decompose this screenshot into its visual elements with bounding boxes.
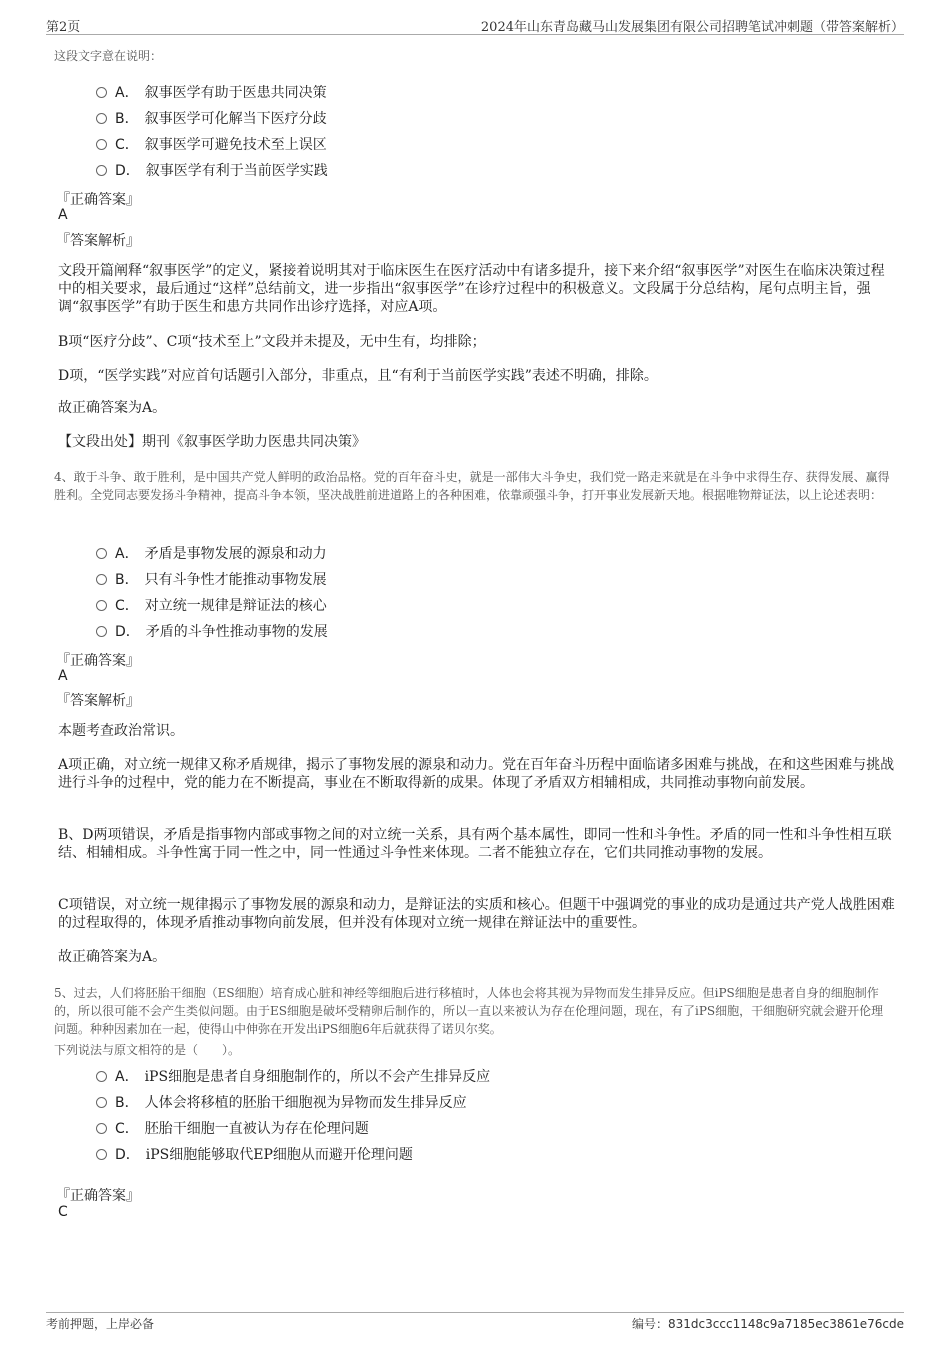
- q3-answer: A: [58, 207, 68, 223]
- q3-analysis-p3: D项，“医学实践”对应首句话题引入部分，非重点，且“有利于当前医学实践”表述不明确，排除。: [58, 368, 658, 384]
- q4-stem: 4、敢于斗争、敢于胜利，是中国共产党人鲜明的政治品格。党的百年奋斗史，就是一部伟大斗争史，我们党一路走来就是在斗争中求得生存、获得发展、赢得胜利。全党同志要发扬斗争精神，提高斗争本领，坚决战胜前进道路上的各种困难，依靠顽强斗争，打开事业发展新天地。根据唯物辩证法，以上论述表明：: [54, 470, 890, 502]
- page-number: 第2页: [46, 20, 81, 35]
- q4-option-c[interactable]: C． 对立统一规律是辩证法的核心: [96, 595, 327, 615]
- q3-analysis-p4: 故正确答案为A。: [58, 400, 167, 416]
- q5-option-a[interactable]: A． iPS细胞是患者自身细胞制作的，所以不会产生排异反应: [96, 1066, 490, 1086]
- q3-source: 【文段出处】期刊《叙事医学助力医患共同决策》: [58, 434, 366, 450]
- footer-code-value: 831dc3ccc1148c9a7185ec3861e76cde: [668, 1317, 904, 1331]
- q4-analysis-label: 『答案解析』: [56, 693, 140, 709]
- q3-option-b[interactable]: B． 叙事医学可化解当下医疗分歧: [96, 108, 327, 128]
- q5-answer-label: 『正确答案』: [56, 1188, 140, 1204]
- radio-icon[interactable]: [96, 626, 107, 637]
- radio-icon[interactable]: [96, 548, 107, 559]
- q5-option-c[interactable]: C． 胚胎干细胞一直被认为存在伦理问题: [96, 1118, 369, 1138]
- q4-option-d[interactable]: D． 矛盾的斗争性推动事物的发展: [96, 621, 328, 641]
- q5-answer: C: [58, 1204, 68, 1220]
- q5-option-b[interactable]: B． 人体会将移植的胚胎干细胞视为异物而发生排异反应: [96, 1092, 467, 1112]
- q3-option-a[interactable]: A． 叙事医学有助于医患共同决策: [96, 82, 327, 102]
- q5-stem: 5、过去，人们将胚胎干细胞（ES细胞）培育成心脏和神经等细胞后进行移植时，人体也会将其视为异物而发生排异反应。但iPS细胞是患者自身的细胞制作的，所以很可能不会产生类似问题。由于ES细胞是破坏受精卵后制作的，所以一直以来被认为存在伦理问题，现在，有了iPS细胞，干细胞研究就会避开伦理问题。种种因素加在一起，使得山中伸弥在开发出iPS细胞6年后就获得了诺贝尔奖。: [54, 986, 884, 1036]
- radio-icon[interactable]: [96, 1149, 107, 1160]
- footer-slogan: 考前押题，上岸必备: [46, 1317, 155, 1331]
- q4-answer: A: [58, 668, 68, 684]
- q3-option-d[interactable]: D． 叙事医学有利于当前医学实践: [96, 160, 328, 180]
- page-footer: [46, 1312, 904, 1335]
- q4-option-a[interactable]: A． 矛盾是事物发展的源泉和动力: [96, 543, 327, 563]
- radio-icon[interactable]: [96, 87, 107, 98]
- q4-analysis-p5: 故正确答案为A。: [58, 949, 167, 965]
- document-title: 2024年山东青岛藏马山发展集团有限公司招聘笔试冲刺题（带答案解析）: [480, 20, 904, 35]
- page-header: [46, 14, 904, 35]
- radio-icon[interactable]: [96, 113, 107, 124]
- radio-icon[interactable]: [96, 1071, 107, 1082]
- q5-option-d[interactable]: D． iPS细胞能够取代EP细胞从而避开伦理问题: [96, 1144, 413, 1164]
- radio-icon[interactable]: [96, 1097, 107, 1108]
- q3-analysis-p2: B项“医疗分歧”、C项“技术至上”文段并未提及，无中生有，均排除；: [58, 334, 486, 350]
- q3-option-c[interactable]: C． 叙事医学可避免技术至上误区: [96, 134, 327, 154]
- footer-code: [632, 1315, 904, 1332]
- q4-analysis-p2: A项正确，对立统一规律又称矛盾规律，揭示了事物发展的源泉和动力。党在百年奋斗历程中面临诸多困难与挑战，在和这些困难与挑战进行斗争的过程中，党的能力在不断提高，事业在不断取得新的成果。体现了矛盾双方相辅相成，共同推动事物向前发展。: [58, 757, 895, 791]
- radio-icon[interactable]: [96, 1123, 107, 1134]
- q4-answer-label: 『正确答案』: [56, 653, 140, 669]
- q3-analysis-p1: 文段开篇阐释“叙事医学”的定义，紧接着说明其对于临床医生在医疗活动中有诸多提升，接下来介绍“叙事医学”对医生在临床决策过程中的相关要求，最后通过“这样”总结前文，进一步指出“叙事医学”在诊疗过程中的积极意义。文段属于分总结构，尾句点明主旨，强调“叙事医学”有助于医生和患方共同作出诊疗选择，对应A项。: [58, 263, 885, 315]
- radio-icon[interactable]: [96, 574, 107, 585]
- footer-code-label: 编号：: [632, 1317, 669, 1331]
- q3-answer-label: 『正确答案』: [56, 192, 140, 208]
- q4-analysis-p1: 本题考查政治常识。: [58, 723, 184, 739]
- q3-analysis-label: 『答案解析』: [56, 233, 140, 249]
- q4-analysis-p4: C项错误，对立统一规律揭示了事物发展的源泉和动力，是辩证法的实质和核心。但题干中强调党的事业的成功是通过共产党人战胜困难的过程取得的，体现矛盾推动事物向前发展，但并没有体现对立统一规律在辩证法中的重要性。: [58, 897, 895, 931]
- q4-option-b[interactable]: B． 只有斗争性才能推动事物发展: [96, 569, 327, 589]
- q5-prompt: 下列说法与原文相符的是（ ）。: [54, 1043, 241, 1057]
- radio-icon[interactable]: [96, 600, 107, 611]
- q4-analysis-p3: B、D两项错误，矛盾是指事物内部或事物之间的对立统一关系，具有两个基本属性，即同一性和斗争性。矛盾的同一性和斗争性相互联结、相辅相成。斗争性寓于同一性之中，同一性通过斗争性来体现。二者不能独立存在，它们共同推动事物的发展。: [58, 827, 892, 861]
- radio-icon[interactable]: [96, 139, 107, 150]
- radio-icon[interactable]: [96, 165, 107, 176]
- q3-stem-tail: 这段文字意在说明：: [54, 49, 163, 63]
